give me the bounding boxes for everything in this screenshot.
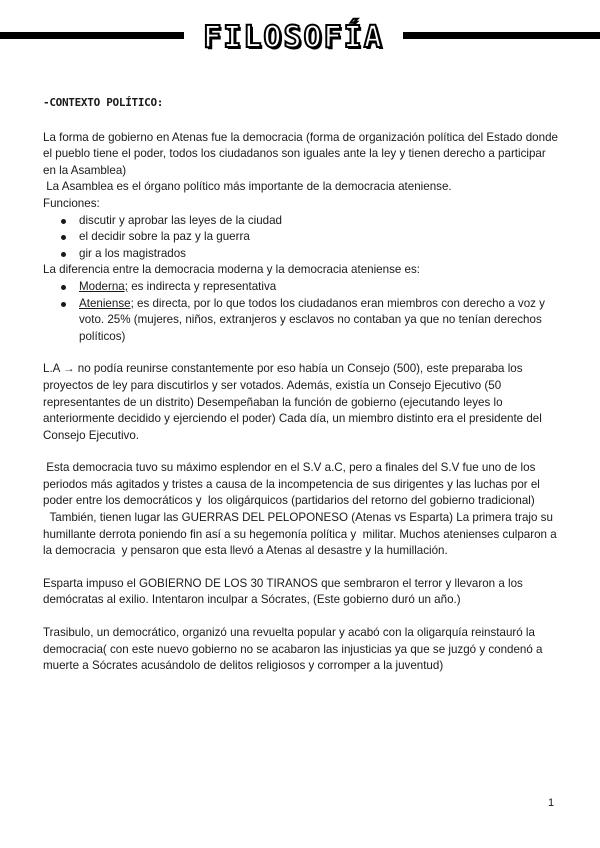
funciones-label: Funciones: — [43, 196, 100, 210]
page-header — [0, 18, 600, 62]
header-rule-left — [0, 32, 184, 39]
paragraph-esplendor: Esta democracia tuvo su máximo esplendor en el S.V a.C, pero a finales del S.V fue uno de los periodos más agitados y tristes a causa de la incompetencia de sus dirigentes y las luchas por el poder entre los democráticos y los oligárquicos (partidarios del retorno del gobierno tradicional) — [43, 461, 544, 508]
term-moderna: Moderna; — [79, 279, 128, 293]
term-ateniense: Ateniense — [79, 296, 131, 310]
paragraph-guerras: También, tienen lugar las GUERRAS DEL PELOPONESO (Atenas vs Esparta) La primera trajo su humillante derrota poniendo fin así a su hegemonía política y militar. Muchos atenienses culparon a la democracia y pensaron que esta llevó a Atenas al desastre y la humillación. — [43, 511, 560, 558]
page-title: FILOSOFÍA — [203, 20, 384, 55]
list-item-ateniense — [79, 296, 559, 346]
list-item: el decidir sobre la paz y la guerra — [79, 229, 559, 246]
page-number: 1 — [548, 797, 555, 809]
paragraph-diferencia: La diferencia entre la democracia moderna y la democracia ateniense es: — [43, 263, 421, 277]
diferencia-list — [43, 279, 559, 345]
paragraph-trasibulo: Trasibulo, un democrático, organizó una revuelta popular y acabó con la oligarquía reinstauró la democracia( con este nuevo gobierno no se acabaron las injusticias ya que se juzgó y condenó a muerte a Sócrates acusándolo de delitos religiosos y corromper a la juventud) — [43, 626, 543, 673]
text-moderna: es indirecta y representativa — [127, 279, 277, 293]
list-item-moderna — [79, 279, 559, 296]
list-item: gir a los magistrados — [79, 246, 559, 263]
paragraph-consejo: L.A → no podía reunirse constantemente por eso había un Consejo (500), este preparaba los proyectos de ley para discutirlos y ser votados. Además, existía un Consejo Ejecutivo (50 representantes de un distrito) Desempeñaban la función de gobierno (ejecutando leyes lo anteriormente decidido y ejerciendo el poder) Cada día, un miembro distinto era el presidente del Consejo Ejecutivo. — [43, 362, 542, 442]
paragraph-tiranos: Esparta impuso el GOBIERNO DE LOS 30 TIRANOS que sembraron el terror y llevaron a los demócratas al exilio. Intentaron inculpar a Sócrates, (Este gobierno duró un año.) — [43, 576, 523, 607]
document-body — [43, 95, 559, 675]
funciones-list — [43, 213, 559, 263]
text-ateniense: ; es directa, por lo que todos los ciudadanos eran miembros con derecho a voz y voto. 25% (mujeres, niños, extranjeros y esclavos no contaban ya que no tenían derechos políticos) — [79, 296, 545, 343]
list-item: discutir y aprobar las leyes de la ciudad — [79, 213, 559, 230]
header-rule-right — [403, 32, 600, 39]
paragraph-forma-gobierno: La forma de gobierno en Atenas fue la democracia (forma de organización política del Estado donde el pueblo tiene el poder, todos los ciudadanos son iguales ante la ley y tienen derecho a participar en la Asamblea) — [43, 130, 558, 177]
section-heading: -CONTEXTO POLÍTICO: — [43, 96, 164, 109]
paragraph-asamblea: La Asamblea es el órgano político más importante de la democracia ateniense. — [43, 180, 452, 194]
